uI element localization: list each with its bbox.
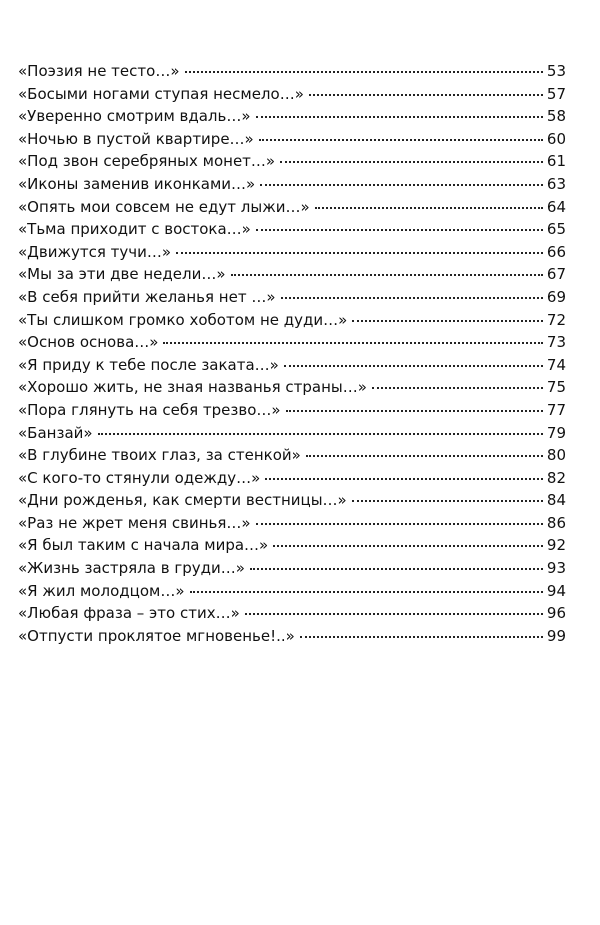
toc-entry bbox=[18, 107, 566, 130]
toc-entry bbox=[18, 514, 566, 537]
toc-entry-title: «Жизнь застряла в груди…» bbox=[18, 559, 245, 578]
toc-entry-title: «Уверенно смотрим вдаль…» bbox=[18, 107, 251, 126]
dot-leader bbox=[273, 545, 543, 547]
toc-entry bbox=[18, 265, 566, 288]
toc-entry-title: «В глубине твоих глаз, за стенкой» bbox=[18, 446, 301, 465]
dot-leader bbox=[280, 161, 543, 163]
toc-entry bbox=[18, 152, 566, 175]
dot-leader bbox=[190, 591, 543, 593]
dot-leader bbox=[256, 523, 543, 525]
toc-entry-page: 96 bbox=[546, 604, 566, 623]
toc-entry bbox=[18, 356, 566, 379]
toc-entry-title: «Основ основа…» bbox=[18, 333, 159, 352]
toc-entry-page: 61 bbox=[546, 152, 566, 171]
dot-leader bbox=[231, 274, 543, 276]
toc-entry-page: 93 bbox=[546, 559, 566, 578]
toc-entry bbox=[18, 62, 566, 85]
toc-entry-page: 92 bbox=[546, 536, 566, 555]
toc-entry bbox=[18, 175, 566, 198]
dot-leader bbox=[372, 387, 543, 389]
toc-entry-title: «Раз не жрет меня свинья…» bbox=[18, 513, 251, 532]
toc-entry-title: «Иконы заменив иконками…» bbox=[18, 174, 256, 193]
table-of-contents bbox=[18, 62, 566, 649]
toc-entry bbox=[18, 582, 566, 605]
toc-entry-page: 77 bbox=[546, 400, 566, 419]
toc-entry bbox=[18, 536, 566, 559]
toc-entry-page: 79 bbox=[546, 423, 566, 442]
dot-leader bbox=[300, 636, 543, 638]
toc-entry-page: 73 bbox=[546, 333, 566, 352]
toc-entry-title: «Ночью в пустой квартире…» bbox=[18, 129, 254, 148]
toc-entry-page: 69 bbox=[546, 287, 566, 306]
dot-leader bbox=[260, 184, 543, 186]
toc-entry-title: «С кого-то стянули одежду…» bbox=[18, 468, 261, 487]
toc-entry-page: 74 bbox=[546, 355, 566, 374]
dot-leader bbox=[245, 613, 543, 615]
toc-entry-title: «Я жил молодцом…» bbox=[18, 581, 185, 600]
toc-entry-title: «Под звон серебряных монет…» bbox=[18, 152, 276, 171]
toc-entry-page: 99 bbox=[546, 626, 566, 645]
toc-entry-title: «Отпусти проклятое мгновенье!..» bbox=[18, 626, 295, 645]
dot-leader bbox=[256, 229, 543, 231]
dot-leader bbox=[259, 139, 543, 141]
toc-entry-page: 58 bbox=[546, 107, 566, 126]
dot-leader bbox=[256, 116, 543, 118]
toc-entry-page: 84 bbox=[546, 491, 566, 510]
toc-entry-page: 57 bbox=[546, 84, 566, 103]
toc-entry bbox=[18, 288, 566, 311]
dot-leader bbox=[98, 433, 543, 435]
toc-entry-page: 82 bbox=[546, 468, 566, 487]
toc-entry-title: «Я приду к тебе после заката…» bbox=[18, 355, 279, 374]
toc-entry bbox=[18, 311, 566, 334]
toc-entry bbox=[18, 378, 566, 401]
toc-entry bbox=[18, 220, 566, 243]
toc-entry-page: 94 bbox=[546, 581, 566, 600]
toc-entry-title: «Хорошо жить, не зная названья страны…» bbox=[18, 378, 367, 397]
dot-leader bbox=[265, 478, 543, 480]
toc-entry-page: 60 bbox=[546, 129, 566, 148]
toc-entry bbox=[18, 559, 566, 582]
dot-leader bbox=[284, 365, 543, 367]
toc-entry-title: «Я был таким с начала мира…» bbox=[18, 536, 269, 555]
toc-entry-page: 86 bbox=[546, 513, 566, 532]
toc-entry bbox=[18, 243, 566, 266]
toc-entry-page: 53 bbox=[546, 62, 566, 80]
toc-entry-title: «В себя прийти желанья нет …» bbox=[18, 287, 276, 306]
toc-entry bbox=[18, 627, 566, 650]
toc-entry-page: 64 bbox=[546, 197, 566, 216]
toc-entry-title: «Пора глянуть на себя трезво…» bbox=[18, 400, 281, 419]
toc-entry-title: «Ты слишком громко хоботом не дуди…» bbox=[18, 310, 348, 329]
dot-leader bbox=[163, 342, 542, 344]
toc-entry-title: «Босыми ногами ступая несмело…» bbox=[18, 84, 304, 103]
toc-entry bbox=[18, 130, 566, 153]
toc-entry bbox=[18, 424, 566, 447]
dot-leader bbox=[185, 71, 543, 73]
toc-entry-title: «Тьма приходит с востока…» bbox=[18, 220, 251, 239]
toc-entry-page: 65 bbox=[546, 220, 566, 239]
toc-entry-title: «Дни рожденья, как смерти вестницы…» bbox=[18, 491, 347, 510]
toc-entry bbox=[18, 85, 566, 108]
toc-entry-page: 80 bbox=[546, 446, 566, 465]
toc-entry bbox=[18, 401, 566, 424]
toc-entry-title: «Любая фраза – это стих…» bbox=[18, 604, 240, 623]
toc-entry-page: 75 bbox=[546, 378, 566, 397]
toc-entry-title: «Поэзия не тесто…» bbox=[18, 62, 180, 80]
dot-leader bbox=[281, 297, 543, 299]
toc-entry-page: 67 bbox=[546, 265, 566, 284]
toc-entry bbox=[18, 198, 566, 221]
dot-leader bbox=[352, 320, 543, 322]
dot-leader bbox=[306, 455, 543, 457]
dot-leader bbox=[176, 252, 543, 254]
toc-entry-title: «Банзай» bbox=[18, 423, 93, 442]
toc-entry bbox=[18, 333, 566, 356]
dot-leader bbox=[250, 568, 543, 570]
dot-leader bbox=[315, 207, 543, 209]
toc-entry bbox=[18, 491, 566, 514]
toc-entry bbox=[18, 446, 566, 469]
toc-entry-page: 63 bbox=[546, 174, 566, 193]
toc-entry-title: «Движутся тучи…» bbox=[18, 242, 172, 261]
dot-leader bbox=[352, 500, 543, 502]
toc-entry-page: 72 bbox=[546, 310, 566, 329]
toc-entry bbox=[18, 604, 566, 627]
dot-leader bbox=[286, 410, 543, 412]
toc-entry bbox=[18, 469, 566, 492]
dot-leader bbox=[309, 94, 543, 96]
toc-entry-title: «Мы за эти две недели…» bbox=[18, 265, 226, 284]
toc-entry-page: 66 bbox=[546, 242, 566, 261]
toc-entry-title: «Опять мои совсем не едут лыжи…» bbox=[18, 197, 310, 216]
